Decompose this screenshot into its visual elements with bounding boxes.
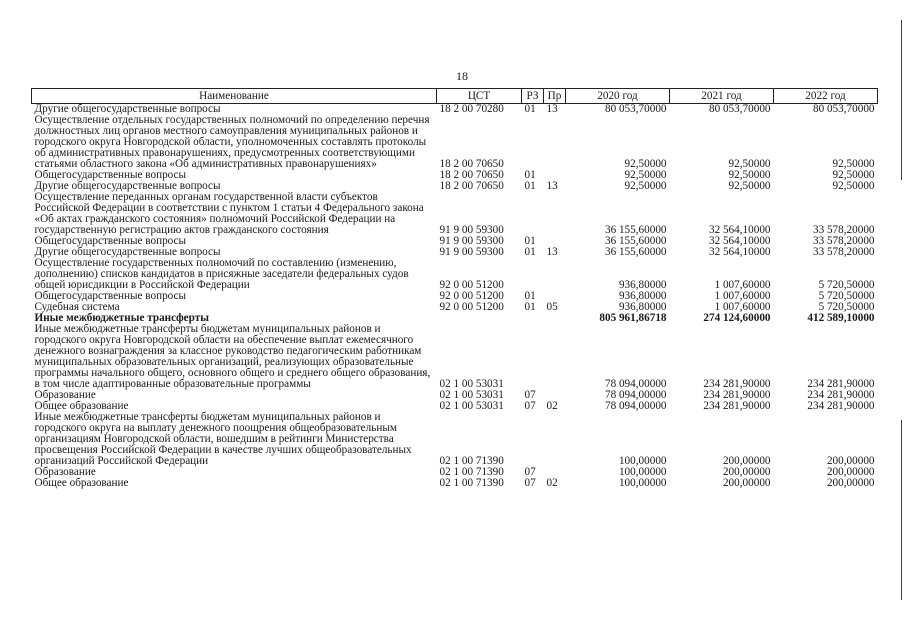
row-value-2021: 234 281,90000 bbox=[703, 389, 771, 401]
row-value-2021: 1 007,60000 bbox=[714, 290, 771, 302]
table-row bbox=[32, 324, 878, 390]
row-value-2021: 274 124,60000 bbox=[703, 312, 771, 324]
row-rz bbox=[522, 313, 544, 324]
row-value-2021: 234 281,90000 bbox=[703, 378, 771, 390]
row-value-2022: 5 720,50000 bbox=[818, 290, 875, 302]
row-rz: 01 bbox=[524, 103, 536, 115]
row-code: 02 1 00 71390 bbox=[439, 477, 504, 489]
row-name: Иные межбюджетные трансферты бюджетам муниципальных районов и городского округа на выплату денежного поощрения общеобразовательным организациям Новгородской области, вошедшим в рейтинги Министерства просвещения Российской Федерации в качестве лучших общеобразовательных организаций Российской Федерации bbox=[34, 411, 412, 467]
row-name: Осуществление государственных полномочий по составлению (изменению, дополнению) списков кандидатов в присяжные заседатели федеральных судов общей юрисдикции в Российской Федерации bbox=[34, 257, 409, 291]
row-code: 02 1 00 53031 bbox=[439, 378, 504, 390]
row-value-2020: 805 961,86718 bbox=[599, 312, 667, 324]
row-value-2021: 92,50000 bbox=[728, 158, 771, 170]
row-name: Осуществление отдельных государственных полномочий по определению перечня должностных лиц органов местного самоуправления муниципальных районов и городского округа Новгородской области, уполномоченных составлять протоколы об административных правонарушениях, предусмотренных соответствующими статьями областного закона «Об административных правонарушениях» bbox=[34, 114, 430, 170]
row-name: Другие общегосударственные вопросы bbox=[34, 103, 221, 115]
row-name: Общее образование bbox=[34, 400, 129, 412]
row-value-2020: 936,80000 bbox=[618, 301, 667, 313]
row-name: Другие общегосударственные вопросы bbox=[34, 246, 221, 258]
row-value-2021: 32 564,10000 bbox=[708, 246, 771, 258]
row-code: 91 9 00 59300 bbox=[439, 246, 504, 258]
row-name: Общее образование bbox=[34, 477, 129, 489]
row-code: 02 1 00 53031 bbox=[439, 400, 504, 412]
row-value-2021: 200,00000 bbox=[722, 477, 771, 489]
row-value-2021: 200,00000 bbox=[722, 455, 771, 467]
row-rz bbox=[522, 192, 544, 236]
row-name: Образование bbox=[34, 389, 96, 401]
row-value-2022: 234 281,90000 bbox=[807, 378, 875, 390]
row-code: 92 0 00 51200 bbox=[439, 279, 504, 291]
row-rz: 01 bbox=[524, 246, 536, 258]
row-value-2020: 78 094,00000 bbox=[604, 400, 667, 412]
table-body bbox=[32, 104, 878, 490]
row-value-2020: 36 155,60000 bbox=[604, 235, 667, 247]
row-value-2022: 200,00000 bbox=[826, 455, 875, 467]
row-pr: 02 bbox=[546, 400, 558, 412]
row-pr bbox=[544, 324, 566, 390]
row-value-2021: 92,50000 bbox=[728, 180, 771, 192]
row-pr: 13 bbox=[546, 180, 558, 192]
row-name: Общегосударственные вопросы bbox=[34, 290, 187, 302]
row-code: 91 9 00 59300 bbox=[439, 224, 504, 236]
row-rz: 01 bbox=[524, 169, 536, 181]
row-code: 18 2 00 70280 bbox=[439, 103, 504, 115]
page-number: 18 bbox=[456, 69, 468, 83]
table-header-row bbox=[32, 89, 878, 104]
row-rz bbox=[522, 258, 544, 291]
row-pr bbox=[544, 258, 566, 291]
header-name: Наименование bbox=[32, 89, 437, 104]
row-code: 92 0 00 51200 bbox=[439, 301, 504, 313]
row-rz: 01 bbox=[524, 180, 536, 192]
row-value-2020: 100,00000 bbox=[618, 477, 667, 489]
row-name: Судебная система bbox=[34, 301, 120, 313]
row-value-2022: 92,50000 bbox=[832, 158, 875, 170]
row-code: 02 1 00 71390 bbox=[439, 455, 504, 467]
row-rz bbox=[522, 115, 544, 170]
row-rz: 01 bbox=[524, 235, 536, 247]
row-value-2022: 33 578,20000 bbox=[812, 224, 875, 236]
row-pr bbox=[544, 192, 566, 236]
row-value-2021: 1 007,60000 bbox=[714, 301, 771, 313]
header-rz: РЗ bbox=[522, 89, 544, 104]
row-value-2022: 234 281,90000 bbox=[807, 400, 875, 412]
row-pr: 13 bbox=[546, 103, 558, 115]
row-value-2022: 5 720,50000 bbox=[818, 279, 875, 291]
table-row bbox=[32, 258, 878, 291]
scan-edge-mark bbox=[901, 20, 902, 180]
table-row bbox=[32, 192, 878, 236]
row-code bbox=[437, 313, 522, 324]
row-name: Общегосударственные вопросы bbox=[34, 235, 187, 247]
scan-edge-mark bbox=[901, 420, 902, 600]
row-value-2021: 234 281,90000 bbox=[703, 400, 771, 412]
row-value-2020: 936,80000 bbox=[618, 290, 667, 302]
row-code: 91 9 00 59300 bbox=[439, 235, 504, 247]
row-rz: 07 bbox=[524, 389, 536, 401]
row-pr bbox=[544, 313, 566, 324]
row-value-2022: 200,00000 bbox=[826, 466, 875, 478]
row-value-2020: 36 155,60000 bbox=[604, 224, 667, 236]
row-value-2020: 92,50000 bbox=[624, 169, 667, 181]
budget-table bbox=[31, 88, 878, 489]
row-rz: 07 bbox=[524, 477, 536, 489]
row-value-2021: 92,50000 bbox=[728, 169, 771, 181]
row-name: Общегосударственные вопросы bbox=[34, 169, 187, 181]
row-value-2022: 33 578,20000 bbox=[812, 235, 875, 247]
row-value-2022: 200,00000 bbox=[826, 477, 875, 489]
row-name: Другие общегосударственные вопросы bbox=[34, 180, 221, 192]
row-pr bbox=[544, 412, 566, 467]
row-code: 92 0 00 51200 bbox=[439, 290, 504, 302]
row-rz bbox=[522, 412, 544, 467]
header-2022: 2022 год bbox=[774, 89, 878, 104]
row-value-2021: 32 564,10000 bbox=[708, 224, 771, 236]
row-value-2021: 32 564,10000 bbox=[708, 235, 771, 247]
row-rz: 07 bbox=[524, 466, 536, 478]
row-value-2022: 92,50000 bbox=[832, 180, 875, 192]
row-pr bbox=[544, 115, 566, 170]
row-value-2020: 936,80000 bbox=[618, 279, 667, 291]
table-row bbox=[32, 412, 878, 467]
row-value-2022: 412 589,10000 bbox=[807, 312, 875, 324]
row-value-2021: 200,00000 bbox=[722, 466, 771, 478]
row-code: 02 1 00 71390 bbox=[439, 466, 504, 478]
row-value-2020: 100,00000 bbox=[618, 455, 667, 467]
row-rz: 01 bbox=[524, 301, 536, 313]
row-value-2020: 78 094,00000 bbox=[604, 378, 667, 390]
row-value-2022: 5 720,50000 bbox=[818, 301, 875, 313]
table-row bbox=[32, 478, 878, 489]
row-rz: 07 bbox=[524, 400, 536, 412]
row-value-2022: 33 578,20000 bbox=[812, 246, 875, 258]
header-code: ЦСТ bbox=[437, 89, 522, 104]
row-pr: 13 bbox=[546, 246, 558, 258]
row-value-2020: 92,50000 bbox=[624, 180, 667, 192]
header-pr: Пр bbox=[544, 89, 566, 104]
table-row bbox=[32, 115, 878, 170]
row-name: Осуществление переданных органам государственной власти субъектов Российской Федерации в соответствии с пунктом 1 статьи 4 Федерального закона «Об актах гражданского состояния» полномочий Российской Федерации на государственную регистрацию актов гражданского состояния bbox=[34, 191, 424, 236]
row-value-2020: 80 053,70000 bbox=[604, 103, 667, 115]
row-value-2022: 234 281,90000 bbox=[807, 389, 875, 401]
row-value-2021: 1 007,60000 bbox=[714, 279, 771, 291]
row-value-2021: 80 053,70000 bbox=[708, 103, 771, 115]
header-2020: 2020 год bbox=[566, 89, 670, 104]
row-value-2020: 36 155,60000 bbox=[604, 246, 667, 258]
row-pr: 05 bbox=[546, 301, 558, 313]
row-code: 18 2 00 70650 bbox=[439, 158, 504, 170]
row-name: Образование bbox=[34, 466, 96, 478]
row-rz: 01 bbox=[524, 290, 536, 302]
row-value-2020: 78 094,00000 bbox=[604, 389, 667, 401]
row-rz bbox=[522, 324, 544, 390]
row-name: Иные межбюджетные трансферты bbox=[34, 312, 209, 324]
row-code: 18 2 00 70650 bbox=[439, 180, 504, 192]
row-code: 02 1 00 53031 bbox=[439, 389, 504, 401]
row-value-2022: 80 053,70000 bbox=[812, 103, 875, 115]
header-2021: 2021 год bbox=[670, 89, 774, 104]
row-code: 18 2 00 70650 bbox=[439, 169, 504, 181]
row-pr: 02 bbox=[546, 477, 558, 489]
row-value-2020: 92,50000 bbox=[624, 158, 667, 170]
row-value-2020: 100,00000 bbox=[618, 466, 667, 478]
row-value-2022: 92,50000 bbox=[832, 169, 875, 181]
row-name: Иные межбюджетные трансферты бюджетам муниципальных районов и городского округа Новгородской области на обеспечение выплат ежемесячного денежного вознаграждения за классное руководство педагогическим работникам муниципальных образовательных организаций, реализующих образовательные программы начального общего, основного общего и среднего общего образования, в том числе адаптированные образовательные программы bbox=[34, 323, 431, 390]
